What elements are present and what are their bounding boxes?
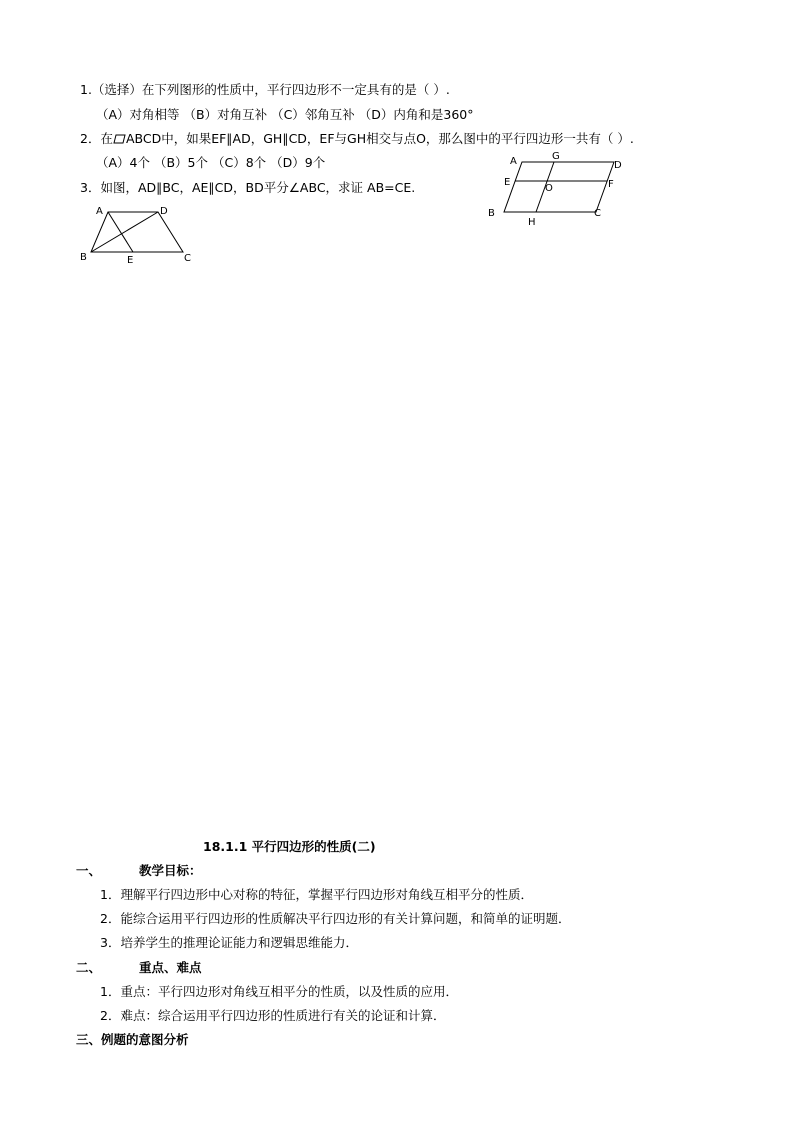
goal-item: 1．理解平行四边形中心对称的特征，掌握平行四边形对角线互相平分的性质． <box>100 887 533 902</box>
question-2 <box>80 131 634 147</box>
question-2-options: （A）4个 （B）5个 （C）8个 （D）9个 <box>96 155 326 170</box>
quadrilateral-abcd <box>91 212 183 252</box>
label-a: A <box>96 206 103 217</box>
label-c: C <box>594 208 601 219</box>
label-h: H <box>528 217 536 228</box>
label-g: G <box>552 151 560 162</box>
label-e: E <box>127 255 134 266</box>
goal-item: 3．培养学生的推理论证能力和逻辑思维能力． <box>100 935 358 950</box>
section-title: 18.1.1 平行四边形的性质(二) <box>203 839 376 854</box>
parallelogram-symbol-icon <box>113 134 126 144</box>
heading-number: 二、 <box>76 960 102 975</box>
segment-ae <box>108 212 133 252</box>
label-d: D <box>614 160 622 171</box>
label-c: C <box>184 253 191 264</box>
trapezoid-figure-abcd <box>76 200 201 268</box>
heading-number: 一、 <box>76 863 102 878</box>
label-f: F <box>608 179 614 190</box>
goal-item: 2．能综合运用平行四边形的性质解决平行四边形的有关计算问题，和简单的证明题． <box>100 911 571 926</box>
question-1-options: （A）对角相等 （B）对角互补 （C）邻角互补 （D）内角和是360° <box>96 107 474 122</box>
heading-text: 重点、难点 <box>139 960 202 975</box>
question-2-body: ABCD中，如果EF∥AD，GH∥CD，EF与GH相交与点O，那么图中的平行四边形一共有（ ）. <box>125 131 634 146</box>
label-e: E <box>504 177 511 188</box>
label-o: O <box>545 183 553 194</box>
parallelogram-abcd <box>504 162 614 212</box>
key-point-item: 1．重点：平行四边形对角线互相平分的性质，以及性质的应用． <box>100 984 458 999</box>
key-point-item: 2．难点：综合运用平行四边形的性质进行有关的论证和计算． <box>100 1008 446 1023</box>
heading-text: 教学目标： <box>139 863 202 878</box>
heading-key-points <box>76 960 202 976</box>
question-3: 3．如图，AD∥BC，AE∥CD，BD平分∠ABC，求证 AB=CE. <box>80 180 416 195</box>
question-2-prefix: 2．在 <box>80 131 113 146</box>
label-a: A <box>510 156 517 167</box>
label-d: D <box>160 206 168 217</box>
parallelogram-figure-efgh <box>484 148 634 230</box>
question-1: 1.（选择）在下列图形的性质中，平行四边形不一定具有的是（ ）. <box>80 82 450 97</box>
label-b: B <box>488 208 495 219</box>
heading-teaching-goals <box>76 863 202 879</box>
label-b: B <box>80 252 87 263</box>
segment-bd <box>91 212 158 252</box>
heading-example-analysis: 三、例题的意图分析 <box>76 1032 189 1047</box>
